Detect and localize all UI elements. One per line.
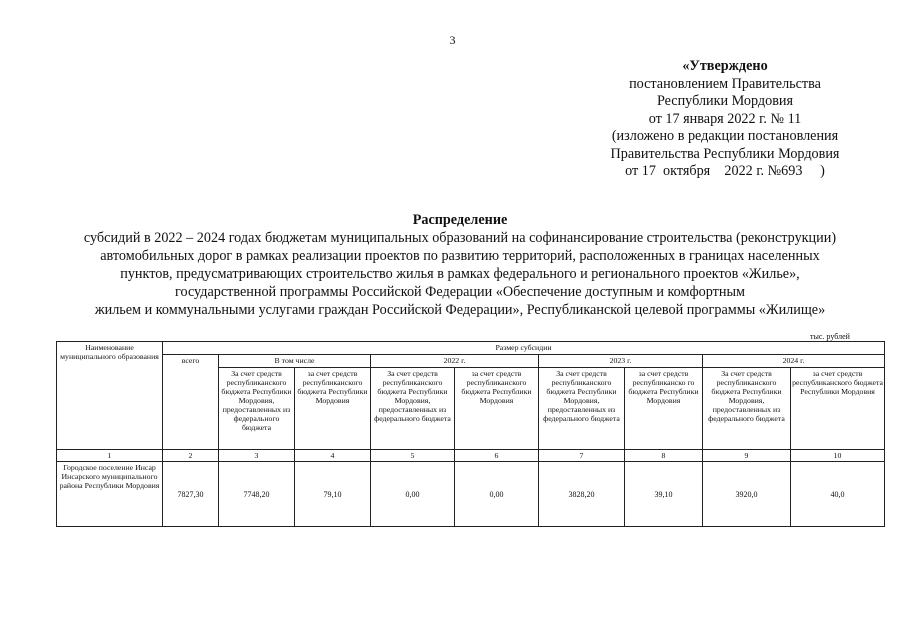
table-cell: 0,00 — [371, 462, 455, 527]
header-desc: За счет средств республиканского бюджета Республики Мордовия, предоставленных из федерального бюджета — [371, 368, 455, 450]
column-number: 2 — [163, 450, 219, 462]
approval-line: Правительства Республики Мордовия — [610, 145, 840, 162]
table-cell: 3920,0 — [703, 462, 791, 527]
table-cell: 7827,30 — [163, 462, 219, 527]
subsidy-table — [56, 341, 885, 527]
unit-label: тыс. рублей — [810, 332, 850, 341]
column-number: 1 — [57, 450, 163, 462]
table-cell: 7748,20 — [219, 462, 295, 527]
approval-line: (изложено в редакции постановления — [611, 128, 839, 144]
column-number: 10 — [791, 450, 885, 462]
column-number: 9 — [703, 450, 791, 462]
heading-line: субсидий в 2022 – 2024 годах бюджетам муниципальных образований на софинансирование строительства (реконструкции) — [83, 230, 837, 246]
approval-line: Республики Мордовия — [656, 93, 794, 109]
column-number: 5 — [371, 450, 455, 462]
column-number: 8 — [625, 450, 703, 462]
heading-line: автомобильных дорог в рамках реализации проектов по развитию территорий, расположенных в границах населенных — [100, 248, 820, 264]
header-size: Размер субсидии — [163, 342, 885, 355]
document-title: Распределение — [412, 212, 508, 228]
column-number: 3 — [219, 450, 295, 462]
header-total: всего — [163, 355, 219, 450]
header-name: Наименование муниципального образования — [57, 342, 163, 450]
header-desc: за счет средств республиканско го бюджета Республики Мордовия — [625, 368, 703, 450]
table-cell: 40,0 — [791, 462, 885, 527]
document-heading — [0, 211, 905, 319]
heading-line: государственной программы Российской Федерации «Обеспечение доступным и комфортным — [175, 284, 745, 300]
header-desc: За счет средств республиканского бюджета Республики Мордовия, предоставленных из федерального бюджета — [219, 368, 295, 450]
approval-block — [560, 58, 890, 181]
municipality-name: Городское поселение Инсар Инсарского муниципального района Республики Мордовия — [57, 462, 163, 527]
header-desc: за счет средств республиканского бюджета Республики Мордовия — [455, 368, 539, 450]
approval-line: от 17 января 2022 г. № 11 — [648, 110, 802, 127]
heading-line: жильем и коммунальными услугами граждан Российской Федерации», Республиканской целевой программы «Жилище» — [94, 302, 826, 318]
approval-line: постановлением Правительства — [629, 75, 821, 92]
header-desc: За счет средств республиканского бюджета Республики Мордовия, предоставленных из федерального бюджета — [703, 368, 791, 450]
column-number: 6 — [455, 450, 539, 462]
table-cell: 79,10 — [295, 462, 371, 527]
header-desc: за счет средств республиканского бюджета Республики Мордовия — [295, 368, 371, 450]
heading-line: пунктов, предусматривающих строительство жилья в рамках федерального и регионального проектов «Жилье», — [120, 266, 800, 282]
header-desc: За счет средств республиканского бюджета Республики Мордовия, предоставленных из федерального бюджета — [539, 368, 625, 450]
column-number: 7 — [539, 450, 625, 462]
header-including: В том числе — [219, 355, 371, 368]
page-number: 3 — [449, 33, 456, 47]
table-cell: 0,00 — [455, 462, 539, 527]
header-2022: 2022 г. — [371, 355, 539, 368]
header-2024: 2024 г. — [703, 355, 885, 368]
header-desc: за счет средств республиканского бюджета Республики Мордовия — [791, 368, 885, 450]
table-cell: 3828,20 — [539, 462, 625, 527]
header-2023: 2023 г. — [539, 355, 703, 368]
table-cell: 39,10 — [625, 462, 703, 527]
table-row — [57, 462, 885, 527]
approval-line: «Утверждено — [682, 58, 768, 74]
column-number: 4 — [295, 450, 371, 462]
approval-line: от 17 октября 2022 г. №693 ) — [625, 163, 825, 179]
